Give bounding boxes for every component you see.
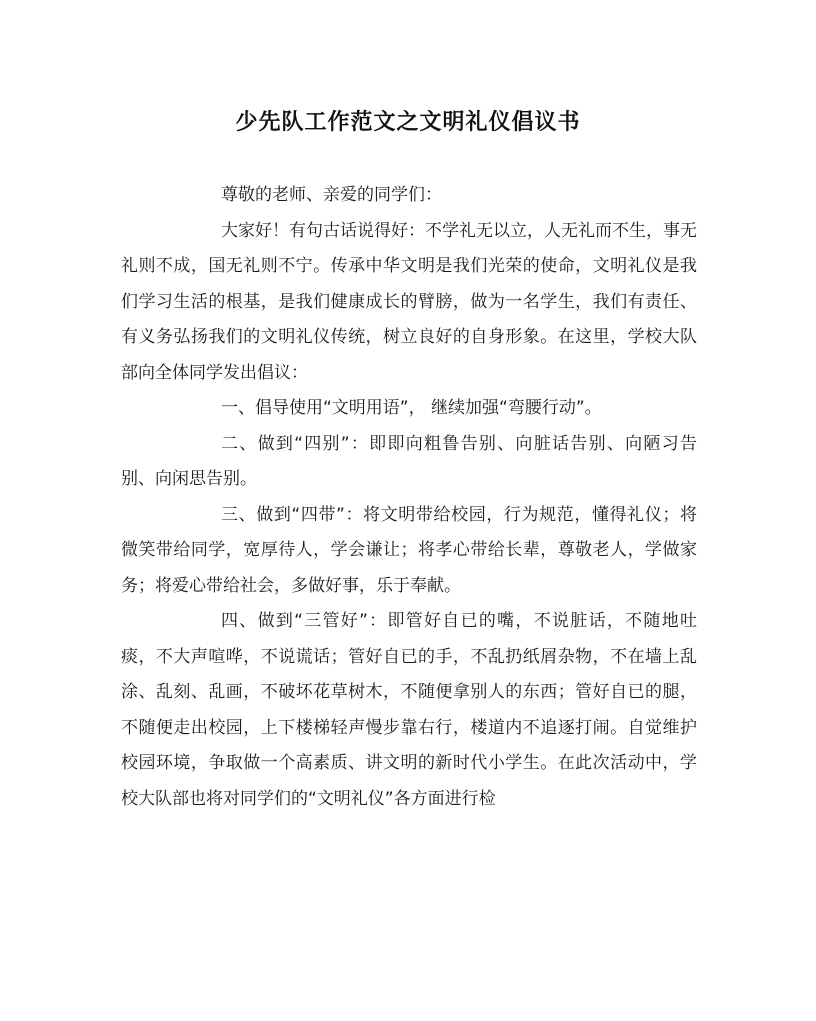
paragraph-item-2: 二、做到“四别”：即即向粗鲁告别、向脏话告别、向陋习告别、向闲思告别。 [121, 433, 697, 489]
paragraph-item-3: 三、做到“四带”：将文明带给校园，行为规范，懂得礼仪；将微笑带给同学，宽厚待人，学会谦让；将孝心带给长辈，尊敬老人，学做家务；将爱心带给社会，多做好事，乐于奉献。 [121, 504, 697, 596]
paragraph-item-4: 四、做到“三管好”：即管好自已的嘴，不说脏话，不随地吐痰，不大声喧哗，不说谎话；管好自已的手，不乱扔纸屑杂物，不在墙上乱涂、乱刻、乱画，不破坏花草树木，不随便拿别人的东西；管好自已的腿，不随便走出校园，上下楼梯轻声慢步靠右行，楼道内不追逐打闹。自觉维护校园环境，争取做一个高素质、讲文明的新时代小学生。在此次活动中，学校大队部也将对同学们的“文明礼仪”各方面进行检 [121, 611, 697, 809]
paragraph-greeting: 大家好！有句古话说得好：不学礼无以立，人无礼而不生，事无礼则不成，国无礼则不宁。传承中华文明是我们光荣的使命，文明礼仪是我们学习生活的根基，是我们健康成长的臂膀，做为一名学生，我们有责任、有义务弘扬我们的文明礼仪传统，树立良好的自身形象。在这里，学校大队部向全体同学发出倡议： [121, 220, 697, 383]
paragraph-item-1: 一、倡导使用“文明用语”， 继续加强“弯腰行动”。 [221, 398, 602, 418]
document-title: 少先队工作范文之文明礼仪倡议书 [235, 109, 581, 135]
salutation: 尊敬的老师、亲爱的同学们： [221, 185, 442, 205]
document-body [121, 178, 697, 817]
